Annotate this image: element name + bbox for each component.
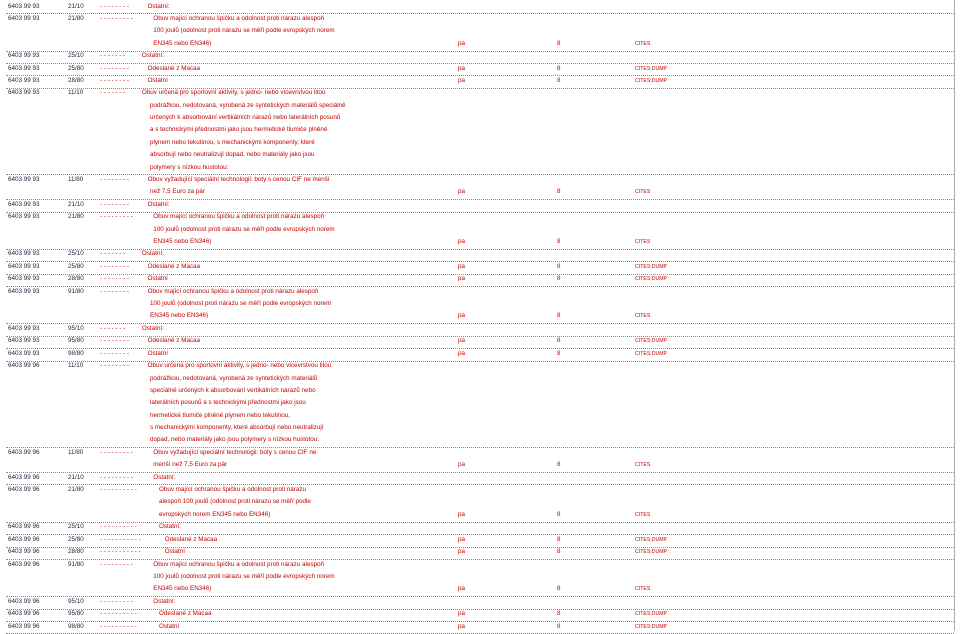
row-divider bbox=[6, 13, 954, 14]
cn-code: 6403 99 96 bbox=[8, 622, 40, 630]
indent-dashes: - - - - - - - - bbox=[100, 362, 130, 370]
indent-dashes: - - - - - - - - bbox=[100, 275, 130, 283]
description-line: Ostatní: bbox=[147, 2, 170, 10]
row-divider bbox=[6, 447, 954, 448]
cn-code: 6403 99 93 bbox=[8, 262, 40, 270]
description-line: speciálně určených k absorbování vertikálních nárazů nebo bbox=[150, 386, 316, 394]
cn-code: 6403 99 96 bbox=[8, 523, 40, 531]
unit-cell: pa bbox=[458, 548, 466, 556]
subheading: 95/80 bbox=[68, 610, 84, 618]
subheading: 25/10 bbox=[68, 52, 84, 60]
subheading: 95/10 bbox=[68, 597, 84, 605]
cn-code: 6403 99 96 bbox=[8, 610, 40, 618]
cn-code: 6403 99 93 bbox=[8, 324, 40, 332]
row-divider bbox=[6, 609, 954, 610]
description-line: Obuv vyžadující speciální technologii: boty s cenou CIF ne bbox=[153, 448, 317, 456]
description-line: Odeslané z Macaa bbox=[159, 610, 212, 618]
subheading: 91/80 bbox=[68, 560, 84, 568]
subheading: 21/10 bbox=[68, 473, 84, 481]
row-divider bbox=[6, 596, 954, 597]
description-line: 100 joulů (odolnost proti nárazu se měří podle evropských norem bbox=[153, 225, 335, 233]
subheading: 98/80 bbox=[68, 349, 84, 357]
description-line: Ostatní: bbox=[153, 473, 176, 481]
note-cell: CITES bbox=[635, 40, 651, 47]
description-line: podrážkou, nedotovaná, vyrobená ze syntetických materiálů speciálně bbox=[150, 101, 346, 109]
rate-cell: 8 bbox=[557, 312, 561, 320]
row-divider bbox=[6, 522, 954, 523]
cn-code: 6403 99 93 bbox=[8, 213, 40, 221]
cn-code: 6403 99 96 bbox=[8, 560, 40, 568]
cn-code: 6403 99 93 bbox=[8, 89, 40, 97]
description-line: Ostatní: bbox=[153, 597, 176, 605]
unit-cell: pa bbox=[458, 188, 466, 196]
note-cell: CITES bbox=[635, 189, 651, 196]
cn-code: 6403 99 96 bbox=[8, 362, 40, 370]
subheading: 25/10 bbox=[68, 250, 84, 258]
unit-cell: pa bbox=[458, 622, 466, 630]
subheading: 95/80 bbox=[68, 337, 84, 345]
cn-code: 6403 99 96 bbox=[8, 486, 40, 494]
description-line: plynem nebo tekutinou, s mechanickými komponenty, které bbox=[150, 138, 315, 146]
indent-dashes: - - - - - - - - bbox=[100, 337, 130, 345]
note-cell: CITES;DUMP bbox=[635, 623, 667, 630]
indent-dashes: - - - - - - - - - - - bbox=[100, 548, 141, 556]
description-line: Ostatní: bbox=[141, 52, 164, 60]
unit-cell: pa bbox=[458, 39, 466, 47]
row-divider bbox=[6, 547, 954, 548]
note-cell: CITES;DUMP bbox=[635, 276, 667, 283]
subheading: 21/80 bbox=[68, 14, 84, 22]
description-line: podrážkou, nedotovaná, vyrobená ze syntetických materiálů bbox=[150, 374, 318, 382]
description-line: alespoň 100 joulů (odolnost proti nárazu se měří podle bbox=[159, 498, 311, 506]
description-line: evropských norem EN345 nebo EN346) bbox=[159, 510, 271, 518]
indent-dashes: - - - - - - - bbox=[100, 89, 126, 97]
indent-dashes: - - - - - - - - - - bbox=[100, 523, 137, 531]
description-line: EN345 nebo EN346) bbox=[153, 237, 212, 245]
indent-dashes: - - - - - - - - bbox=[100, 349, 130, 357]
unit-cell: pa bbox=[458, 262, 466, 270]
indent-dashes: - - - - - - - - bbox=[100, 64, 130, 72]
indent-dashes: - - - - - - - - bbox=[100, 176, 130, 183]
rate-cell: 8 bbox=[557, 64, 561, 72]
description-line: 100 joulů (odolnost proti nárazu se měří podle evropských norem bbox=[153, 27, 335, 35]
cn-code: 6403 99 93 bbox=[8, 2, 40, 10]
rate-cell: 8 bbox=[557, 39, 561, 47]
row-divider bbox=[6, 621, 954, 622]
unit-cell: pa bbox=[458, 510, 466, 518]
unit-cell: pa bbox=[458, 77, 466, 84]
cn-code: 6403 99 93 bbox=[8, 250, 40, 258]
unit-cell: pa bbox=[458, 585, 466, 593]
indent-dashes: - - - - - - - - - - - bbox=[100, 535, 141, 543]
cn-code: 6403 99 93 bbox=[8, 349, 40, 357]
subheading: 11/80 bbox=[68, 448, 84, 456]
cn-code: 6403 99 93 bbox=[8, 77, 40, 84]
note-cell: CITES bbox=[635, 313, 651, 320]
cn-code: 6403 99 96 bbox=[8, 535, 40, 543]
note-cell: CITES;DUMP bbox=[635, 338, 667, 345]
rate-cell: 8 bbox=[557, 585, 561, 593]
description-line: laterálních posunů a s technickými přednostmi jako jsou bbox=[150, 399, 306, 407]
description-line: Ostatní bbox=[164, 548, 185, 556]
cn-code: 6403 99 93 bbox=[8, 64, 40, 72]
description-line: Ostatní bbox=[159, 622, 180, 630]
indent-dashes: - - - - - - - - - bbox=[100, 473, 133, 481]
description-line: Obuv mající ochranou špičku a odolnost proti nárazu alespoň bbox=[147, 287, 319, 295]
indent-dashes: - - - - - - - - - - bbox=[100, 486, 137, 494]
indent-dashes: - - - - - - - - - - bbox=[100, 622, 137, 630]
row-divider bbox=[6, 212, 954, 213]
indent-dashes: - - - - - - - - - - bbox=[100, 610, 137, 618]
note-cell: CITES bbox=[635, 238, 651, 245]
subheading: 21/10 bbox=[68, 2, 84, 10]
indent-dashes: - - - - - - - - bbox=[100, 2, 130, 10]
cn-code: 6403 99 96 bbox=[8, 473, 40, 481]
rate-cell: 8 bbox=[557, 77, 561, 84]
description-line: určených k absorbování vertikálních nárazů nebo laterálních posunů bbox=[150, 114, 341, 122]
description-line: Obuv určená pro sportovní aktivity, s jedno- nebo vícevrstvou litou bbox=[147, 362, 332, 370]
indent-dashes: - - - - - - - - - bbox=[100, 597, 133, 605]
unit-cell: pa bbox=[458, 312, 466, 320]
description-line: EN345 nebo EN346) bbox=[153, 585, 212, 593]
note-cell: CITES bbox=[635, 511, 651, 518]
note-cell: CITES;DUMP bbox=[635, 549, 667, 556]
indent-dashes: - - - - - - - - - bbox=[100, 448, 133, 456]
unit-cell: pa bbox=[458, 610, 466, 618]
description-line: Ostatní bbox=[147, 77, 168, 84]
description-line: Ostatní bbox=[147, 349, 168, 357]
note-cell: CITES;DUMP bbox=[635, 350, 667, 357]
subheading: 21/10 bbox=[68, 200, 84, 208]
description-line: polymery s nízkou hustotou: bbox=[150, 163, 229, 171]
cn-code: 6403 99 93 bbox=[8, 287, 40, 295]
description-line: Odeslané z Macaa bbox=[147, 64, 201, 72]
description-line: než 7,5 Euro za pár bbox=[150, 188, 205, 196]
indent-dashes: - - - - - - - bbox=[100, 250, 126, 258]
subheading: 95/10 bbox=[68, 324, 84, 332]
note-cell: CITES bbox=[635, 586, 651, 593]
description-line: s mechanickými komponenty, které absorbují nebo neutralizují bbox=[150, 424, 324, 431]
cn-code: 6403 99 93 bbox=[8, 275, 40, 283]
description-line: 100 joulů (odolnost proti nárazu se měří podle evropských norem bbox=[150, 300, 332, 308]
description-line: dopad, nebo materiály jako jsou polymery s nízkou hustotou: bbox=[150, 436, 320, 444]
rate-cell: 8 bbox=[557, 510, 561, 518]
description-line: a s technickými přednostmi jako jsou hermetické tlumiče plněné bbox=[150, 126, 328, 134]
row-divider bbox=[6, 484, 954, 485]
subheading: 21/80 bbox=[68, 213, 84, 221]
note-cell: CITES;DUMP bbox=[635, 536, 667, 543]
cn-code: 6403 99 93 bbox=[8, 14, 40, 22]
subheading: 11/10 bbox=[68, 362, 84, 370]
indent-dashes: - - - - - - - bbox=[100, 324, 126, 332]
description-line: absorbují nebo neutralizují dopad, nebo materiály jako jsou bbox=[150, 151, 315, 159]
description-line: EN345 nebo EN346) bbox=[153, 39, 212, 47]
subheading: 11/10 bbox=[68, 89, 84, 97]
cn-code: 6403 99 96 bbox=[8, 548, 40, 556]
description-line: EN345 nebo EN346) bbox=[150, 312, 209, 320]
description-line: menší než 7,5 Euro za pár bbox=[153, 461, 228, 469]
description-line: Odeslané z Macaa bbox=[147, 262, 201, 270]
indent-dashes: - - - - - - - - - bbox=[100, 560, 133, 568]
indent-dashes: - - - - - - - - bbox=[100, 77, 130, 84]
description-line: Odeslané z Macaa bbox=[147, 337, 201, 345]
subheading: 25/10 bbox=[68, 523, 84, 531]
row-divider bbox=[6, 472, 954, 473]
subheading: 28/80 bbox=[68, 77, 84, 84]
indent-dashes: - - - - - - - - bbox=[100, 287, 130, 295]
cn-code: 6403 99 93 bbox=[8, 200, 40, 208]
description-line: Obuv vyžadující speciální technologii: boty s cenou CIF ne menší bbox=[147, 176, 330, 183]
cn-code: 6403 99 93 bbox=[8, 176, 40, 183]
description-line: Ostatní: bbox=[141, 324, 164, 332]
indent-dashes: - - - - - - - bbox=[100, 52, 126, 60]
row-divider bbox=[6, 559, 954, 560]
description-line: Obuv mající ochranou špičku a odolnost proti nárazu alespoň bbox=[153, 560, 325, 568]
right-border bbox=[954, 0, 955, 631]
description-line: Ostatní bbox=[147, 275, 168, 283]
note-cell: CITES;DUMP bbox=[635, 78, 667, 84]
subheading: 28/80 bbox=[68, 275, 84, 283]
row-divider bbox=[6, 534, 954, 535]
indent-dashes: - - - - - - - - - bbox=[100, 213, 133, 221]
rate-cell: 8 bbox=[557, 622, 561, 630]
description-line: Odeslané z Macaa bbox=[164, 535, 218, 543]
unit-cell: pa bbox=[458, 64, 466, 72]
subheading: 98/80 bbox=[68, 622, 84, 630]
description-line: Obuv určená pro sportovní aktivity, s jedno- nebo vícevrstvou litou bbox=[141, 89, 326, 97]
subheading: 25/80 bbox=[68, 535, 84, 543]
subheading: 11/80 bbox=[68, 176, 84, 183]
rate-cell: 8 bbox=[557, 610, 561, 618]
subheading: 25/80 bbox=[68, 262, 84, 270]
rate-cell: 8 bbox=[557, 548, 561, 556]
unit-cell: pa bbox=[458, 461, 466, 469]
indent-dashes: - - - - - - - - - bbox=[100, 14, 133, 22]
unit-cell: pa bbox=[458, 337, 466, 345]
description-line: 100 joulů (odolnost proti nárazu se měří podle evropských norem bbox=[153, 572, 335, 580]
rate-cell: 8 bbox=[557, 535, 561, 543]
cn-code: 6403 99 96 bbox=[8, 597, 40, 605]
subheading: 91/80 bbox=[68, 287, 84, 295]
subheading: 25/80 bbox=[68, 64, 84, 72]
description-line: Obuv mající ochranou špičku a odolnost proti nárazu alespoň bbox=[153, 213, 325, 221]
description-line: Obuv mající ochranou špičku a odolnost proti nárazu bbox=[159, 486, 307, 494]
subheading: 21/80 bbox=[68, 486, 84, 494]
note-cell: CITES bbox=[635, 462, 651, 469]
description-line: Obuv mající ochranou špičku a odolnost proti nárazu alespoň bbox=[153, 14, 325, 22]
rate-cell: 8 bbox=[557, 188, 561, 196]
rate-cell: 8 bbox=[557, 237, 561, 245]
indent-dashes: - - - - - - - - bbox=[100, 200, 130, 208]
rate-cell: 8 bbox=[557, 349, 561, 357]
rate-cell: 8 bbox=[557, 337, 561, 345]
description-line: hermetické tlumiče plněné plynem nebo tekutinou, bbox=[150, 411, 291, 419]
description-line: Ostatní: bbox=[147, 200, 170, 208]
unit-cell: pa bbox=[458, 237, 466, 245]
description-line: Ostatní: bbox=[141, 250, 164, 258]
cn-code: 6403 99 93 bbox=[8, 52, 40, 60]
unit-cell: pa bbox=[458, 535, 466, 543]
unit-cell: pa bbox=[458, 349, 466, 357]
subheading: 28/80 bbox=[68, 548, 84, 556]
unit-cell: pa bbox=[458, 275, 466, 283]
rate-cell: 8 bbox=[557, 262, 561, 270]
cn-code: 6403 99 93 bbox=[8, 337, 40, 345]
note-cell: CITES;DUMP bbox=[635, 263, 667, 270]
rate-cell: 8 bbox=[557, 461, 561, 469]
cn-code: 6403 99 96 bbox=[8, 448, 40, 456]
description-line: Ostatní: bbox=[159, 523, 182, 531]
rate-cell: 8 bbox=[557, 275, 561, 283]
indent-dashes: - - - - - - - - bbox=[100, 262, 130, 270]
note-cell: CITES;DUMP bbox=[635, 65, 667, 72]
note-cell: CITES;DUMP bbox=[635, 611, 667, 618]
